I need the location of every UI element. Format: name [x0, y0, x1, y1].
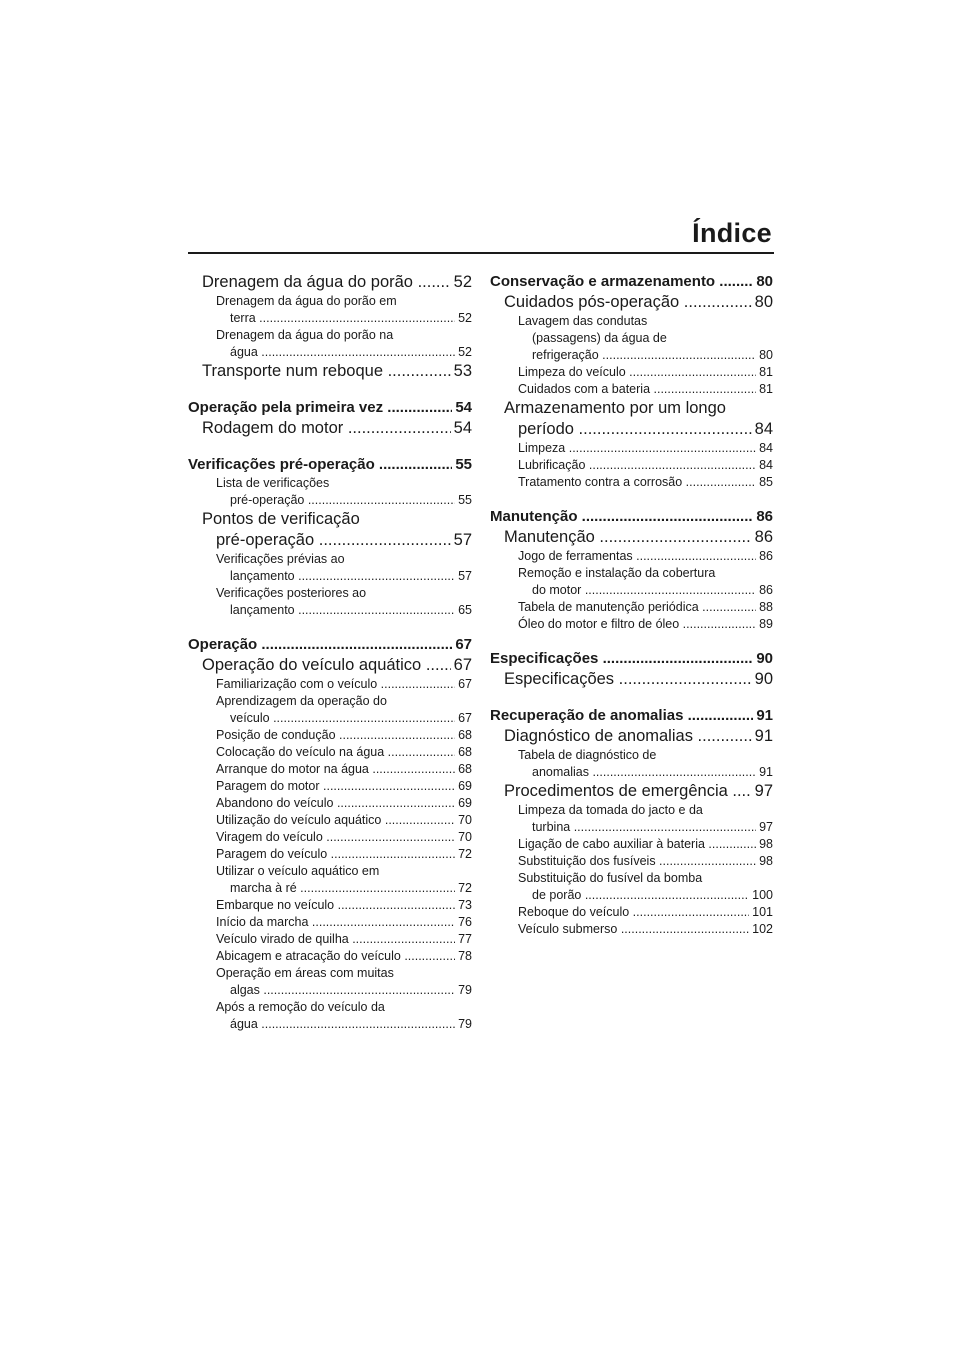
- toc-subsection[interactable]: [188, 914, 472, 931]
- toc-entry-title: Operação pela primeira vez .....: [188, 398, 452, 418]
- toc-entry-title: Operação .....: [188, 635, 452, 655]
- toc-entry-title: Tabela de manutenção periódica .....: [518, 599, 756, 616]
- toc-entry-title: Cuidados pós-operação .....: [504, 292, 752, 313]
- toc-page-number: 76: [458, 915, 472, 929]
- toc-entry-title: de porão .....: [532, 887, 749, 904]
- toc-entry-title: Operação em áreas com muitas: [216, 966, 394, 980]
- toc-chapter[interactable]: [490, 706, 773, 726]
- toc-page-number: 86: [754, 528, 773, 546]
- toc-page-number: 90: [754, 670, 773, 688]
- toc-entry-title: Verificações pré-operação .....: [188, 455, 452, 475]
- toc-page-number: 85: [759, 475, 773, 489]
- toc-chapter[interactable]: [490, 507, 773, 527]
- toc-page-number: 72: [458, 847, 472, 861]
- toc-page-number: 52: [453, 273, 472, 291]
- toc-page-number: 98: [759, 837, 773, 851]
- toc-entry-title: Verificações posteriores ao: [216, 586, 367, 600]
- toc-subsection[interactable]: [188, 744, 472, 761]
- toc-subsection[interactable]: [490, 921, 773, 938]
- toc-left-column: [188, 272, 472, 1033]
- toc-section[interactable]: [188, 655, 472, 676]
- toc-page-number: 69: [458, 796, 472, 810]
- toc-entry-title: Recuperação de anomalias .....: [490, 706, 753, 726]
- toc-page-number: 90: [756, 650, 773, 667]
- toc-section[interactable]: [490, 781, 773, 802]
- toc-entry-title: Ligação de cabo auxiliar à bateria .....: [518, 836, 756, 853]
- toc-subsection[interactable]: [188, 948, 472, 965]
- toc-entry-title: Verificações prévias ao: [216, 552, 345, 566]
- toc-page-number: 86: [759, 583, 773, 597]
- toc-section[interactable]: [188, 509, 472, 551]
- toc-entry-title: lançamento .....: [230, 568, 455, 585]
- toc-subsection[interactable]: [188, 965, 472, 999]
- toc-entry-title: lançamento .....: [230, 602, 455, 619]
- toc-section[interactable]: [490, 398, 773, 440]
- toc-entry-title: Óleo do motor e filtro de óleo .....: [518, 616, 756, 633]
- toc-subsection[interactable]: [188, 676, 472, 693]
- toc-page-number: 57: [458, 569, 472, 583]
- toc-entry-title: Especificações .....: [504, 669, 752, 690]
- toc-entry-title: Lubrificação .....: [518, 457, 756, 474]
- toc-subsection[interactable]: [490, 599, 773, 616]
- toc-entry-title: Colocação do veículo na água .....: [216, 744, 455, 761]
- toc-subsection[interactable]: [490, 364, 773, 381]
- toc-page-number: 69: [458, 779, 472, 793]
- toc-entry-title: refrigeração .....: [532, 347, 756, 364]
- toc-entry-title: algas .....: [230, 982, 455, 999]
- toc-section[interactable]: [490, 669, 773, 690]
- toc-chapter[interactable]: [490, 272, 773, 292]
- toc-section[interactable]: [188, 418, 472, 439]
- toc-page-number: 77: [458, 932, 472, 946]
- toc-entry-title: Reboque do veículo .....: [518, 904, 749, 921]
- toc-page-number: 81: [759, 382, 773, 396]
- toc-entry-title: turbina .....: [532, 819, 756, 836]
- toc-page-number: 67: [455, 636, 472, 653]
- toc-entry-title: Transporte num reboque .....: [202, 361, 451, 382]
- toc-subsection[interactable]: [490, 802, 773, 836]
- toc-entry-title: Manutenção .....: [490, 507, 753, 527]
- toc-subsection[interactable]: [188, 761, 472, 778]
- toc-subsection[interactable]: [188, 829, 472, 846]
- toc-page-number: 88: [759, 600, 773, 614]
- toc-entry-title: Após a remoção do veículo da: [216, 1000, 385, 1014]
- toc-entry-title: Rodagem do motor .....: [202, 418, 451, 439]
- toc-subsection[interactable]: [188, 795, 472, 812]
- toc-entry-title: Especificações .....: [490, 649, 753, 669]
- toc-subsection[interactable]: [188, 931, 472, 948]
- toc-page-number: 84: [759, 441, 773, 455]
- toc-page-number: 65: [458, 603, 472, 617]
- toc-entry-title: Conservação e armazenamento .....: [490, 272, 753, 292]
- toc-entry-title: Substituição do fusível da bomba: [518, 871, 703, 885]
- toc-entry-title: Substituição dos fusíveis .....: [518, 853, 756, 870]
- toc-page-number: 52: [458, 311, 472, 325]
- toc-page-number: 91: [759, 765, 773, 779]
- toc-entry-title: Abicagem e atracação do veículo .....: [216, 948, 455, 965]
- toc-subsection[interactable]: [188, 999, 472, 1033]
- toc-page-number: 102: [752, 922, 773, 936]
- toc-entry-title: Jogo de ferramentas .....: [518, 548, 756, 565]
- toc-entry-title: marcha à ré .....: [230, 880, 455, 897]
- toc-subsection[interactable]: [490, 381, 773, 398]
- toc-entry-title: do motor .....: [532, 582, 756, 599]
- title-divider: [188, 252, 774, 254]
- toc-entry-title: veículo .....: [230, 710, 455, 727]
- toc-entry-title: (passagens) da água de: [532, 331, 667, 345]
- toc-subsection[interactable]: [188, 778, 472, 795]
- toc-subsection[interactable]: [188, 897, 472, 914]
- toc-entry-title: Aprendizagem da operação do: [216, 694, 387, 708]
- toc-page-number: 80: [756, 273, 773, 290]
- toc-subsection[interactable]: [490, 853, 773, 870]
- toc-page-number: 101: [752, 905, 773, 919]
- toc-entry-title: Limpeza .....: [518, 440, 756, 457]
- toc-subsection[interactable]: [490, 836, 773, 853]
- toc-page-number: 86: [756, 508, 773, 525]
- toc-chapter[interactable]: [188, 635, 472, 655]
- toc-entry-title: Paragem do motor .....: [216, 778, 455, 795]
- toc-entry-title: Lavagem das condutas: [518, 314, 648, 328]
- toc-section[interactable]: [490, 726, 773, 747]
- toc-page-number: 79: [458, 983, 472, 997]
- toc-page-number: 91: [754, 727, 773, 745]
- toc-subsection[interactable]: [490, 616, 773, 633]
- toc-entry-title: água .....: [230, 344, 455, 361]
- toc-entry-title: terra .....: [230, 310, 455, 327]
- toc-right-column: [490, 272, 773, 938]
- toc-page-number: 70: [458, 813, 472, 827]
- toc-entry-title: Abandono do veículo .....: [216, 795, 455, 812]
- toc-page-number: 68: [458, 762, 472, 776]
- page-title: Índice: [692, 218, 772, 248]
- toc-entry-title: Utilização do veículo aquático .....: [216, 812, 455, 829]
- toc-page-number: 68: [458, 728, 472, 742]
- toc-subsection[interactable]: [188, 475, 472, 509]
- toc-entry-title: Drenagem da água do porão na: [216, 328, 394, 342]
- toc-entry-title: Procedimentos de emergência .....: [504, 781, 752, 802]
- toc-page-number: 97: [759, 820, 773, 834]
- toc-entry-title: pré-operação .....: [216, 530, 451, 551]
- toc-subsection[interactable]: [188, 327, 472, 361]
- toc-entry-title: Tabela de diagnóstico de: [518, 748, 657, 762]
- toc-entry-title: água .....: [230, 1016, 455, 1033]
- toc-entry-title: Drenagem da água do porão em: [216, 294, 397, 308]
- toc-entry-title: Familiarização com o veículo .....: [216, 676, 455, 693]
- toc-page-number: 78: [458, 949, 472, 963]
- toc-subsection[interactable]: [490, 313, 773, 364]
- toc-page-number: 57: [453, 531, 472, 549]
- toc-page-number: 68: [458, 745, 472, 759]
- toc-page-number: 84: [754, 420, 773, 438]
- toc-page-number: 55: [458, 493, 472, 507]
- toc-entry-title: período .....: [518, 419, 752, 440]
- toc-page-number: 53: [453, 362, 472, 380]
- toc-page-number: 54: [455, 399, 472, 416]
- toc-entry-title: Limpeza da tomada do jacto e da: [518, 803, 703, 817]
- toc-page-number: 54: [453, 419, 472, 437]
- toc-entry-title: pré-operação .....: [230, 492, 455, 509]
- toc-entry-title: Operação do veículo aquático .....: [202, 655, 451, 676]
- toc-chapter[interactable]: [490, 649, 773, 669]
- toc-subsection[interactable]: [188, 812, 472, 829]
- toc-entry-title: Limpeza do veículo .....: [518, 364, 756, 381]
- toc-subsection[interactable]: [188, 863, 472, 897]
- toc-entry-title: Diagnóstico de anomalias .....: [504, 726, 752, 747]
- toc-entry-title: Lista de verificações: [216, 476, 330, 490]
- toc-page-number: 73: [458, 898, 472, 912]
- toc-section[interactable]: [188, 272, 472, 293]
- toc-subsection[interactable]: [490, 904, 773, 921]
- toc-chapter[interactable]: [188, 455, 472, 475]
- toc-page-number: 80: [754, 293, 773, 311]
- toc-page-number: 98: [759, 854, 773, 868]
- toc-page-number: 80: [759, 348, 773, 362]
- toc-page-number: 91: [756, 707, 773, 724]
- toc-page-number: 52: [458, 345, 472, 359]
- toc-section[interactable]: [490, 527, 773, 548]
- toc-subsection[interactable]: [188, 846, 472, 863]
- toc-entry-title: Arranque do motor na água .....: [216, 761, 455, 778]
- toc-subsection[interactable]: [490, 440, 773, 457]
- toc-subsection[interactable]: [188, 727, 472, 744]
- toc-subsection[interactable]: [490, 747, 773, 781]
- toc-page-number: 67: [458, 677, 472, 691]
- toc-subsection[interactable]: [188, 693, 472, 727]
- toc-entry-title: Armazenamento por um longo: [504, 399, 726, 417]
- toc-entry-title: Manutenção .....: [504, 527, 752, 548]
- toc-entry-title: Posição de condução .....: [216, 727, 455, 744]
- toc-page-number: 86: [759, 549, 773, 563]
- toc-page-number: 72: [458, 881, 472, 895]
- toc-entry-title: Paragem do veículo .....: [216, 846, 455, 863]
- toc-subsection[interactable]: [490, 474, 773, 491]
- toc-entry-title: Veículo submerso .....: [518, 921, 749, 938]
- toc-page-number: 70: [458, 830, 472, 844]
- toc-entry-title: Cuidados com a bateria .....: [518, 381, 756, 398]
- toc-section[interactable]: [188, 361, 472, 382]
- toc-subsection[interactable]: [188, 585, 472, 619]
- toc-page-number: 89: [759, 617, 773, 631]
- toc-entry-title: Tratamento contra a corrosão .....: [518, 474, 756, 491]
- toc-subsection[interactable]: [490, 457, 773, 474]
- toc-entry-title: Viragem do veículo .....: [216, 829, 455, 846]
- toc-subsection[interactable]: [490, 870, 773, 904]
- toc-subsection[interactable]: [490, 565, 773, 599]
- toc-entry-title: Veículo virado de quilha .....: [216, 931, 455, 948]
- toc-subsection[interactable]: [188, 551, 472, 585]
- toc-entry-title: Embarque no veículo .....: [216, 897, 455, 914]
- toc-entry-title: Pontos de verificação: [202, 510, 360, 528]
- toc-entry-title: Drenagem da água do porão .....: [202, 272, 451, 293]
- toc-entry-title: Remoção e instalação da cobertura: [518, 566, 716, 580]
- toc-page-number: 67: [458, 711, 472, 725]
- toc-subsection[interactable]: [490, 548, 773, 565]
- toc-section[interactable]: [490, 292, 773, 313]
- toc-page-number: 67: [453, 656, 472, 674]
- toc-page-number: 55: [455, 456, 472, 473]
- toc-page-number: 84: [759, 458, 773, 472]
- toc-entry-title: Utilizar o veículo aquático em: [216, 864, 380, 878]
- toc-entry-title: anomalias .....: [532, 764, 756, 781]
- toc-chapter[interactable]: [188, 398, 472, 418]
- toc-page-number: 100: [752, 888, 773, 902]
- toc-subsection[interactable]: [188, 293, 472, 327]
- toc-page-number: 79: [458, 1017, 472, 1031]
- toc-page-number: 81: [759, 365, 773, 379]
- toc-page-number: 97: [754, 782, 773, 800]
- toc-entry-title: Início da marcha .....: [216, 914, 455, 931]
